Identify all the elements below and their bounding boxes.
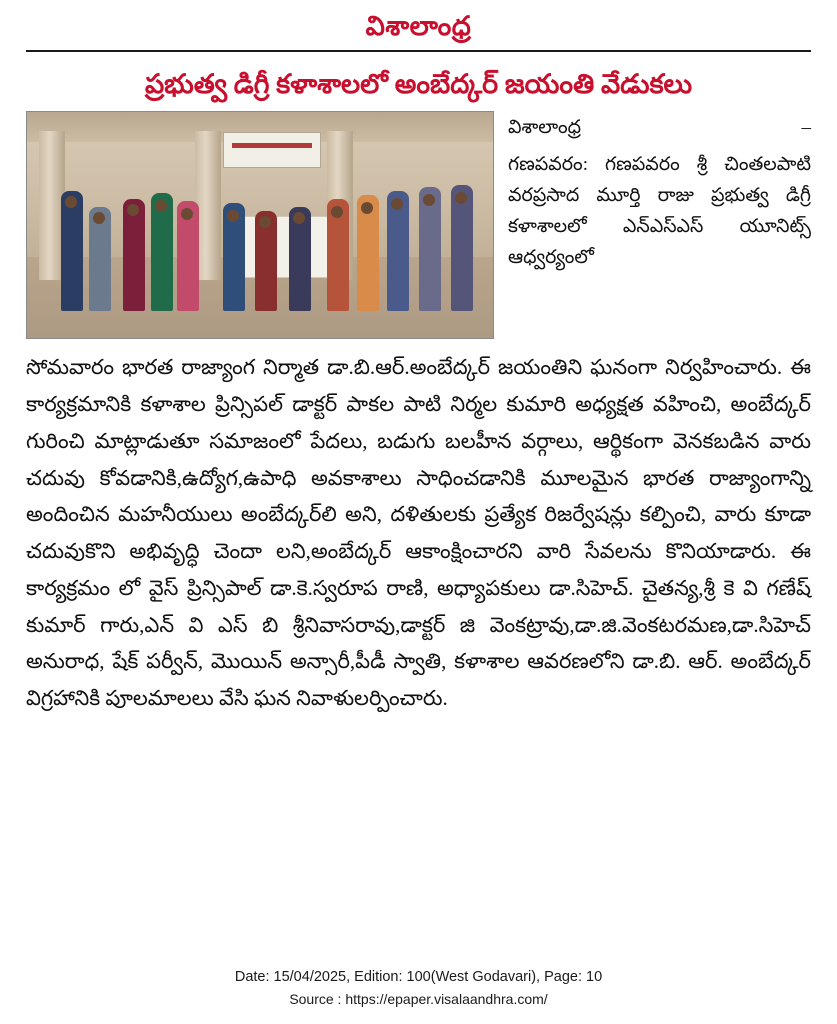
photo-person [419,187,441,311]
byline-source: విశాలాంధ్ర [508,117,581,139]
article-body-paragraph: సోమవారం భారత రాజ్యాంగ నిర్మాత డా.బి.ఆర్.అంబేద్కర్ జయంతిని ఘనంగా నిర్వహించారు. ఈ కార్యక్రమానికి కళాశాల ప్రిన్సిపల్ డాక్టర్ పాకల పాటి నిర్మల కుమారి అధ్యక్షత వహించి, అంబేద్కర్ గురించి మాట్లాడుతూ సమాజంలో పేదలు, బడుగు బలహీన వర్గాలు, ఆర్థికంగా వెనకబడిన వారు చదువు కోవడానికి,ఉద్యోగ,ఉపాధి అవకాశాలు సాధించడానికి మూలమైన భారత రాజ్యాంగాన్ని అందించిన మహనీయులు అంబేద్కర్‌లి అని, దళితులకు ప్రత్యేక రిజర్వేషన్లు కల్పించి, వారు కూడా చదువుకొని అభివృద్ధి చెందా లని,అంబేద్కర్ ఆకాంక్షించారని వారి సేవలను కొనియాడారు. ఈ కార్యక్రమం లో వైస్ ప్రిన్సిపాల్ డా.కె.స్వరూప రాణి, అధ్యాపకులు డా.సిహెచ్. చైతన్య,శ్రీ కె వి గణేష్ కుమార్ గారు,ఎన్ వి ఎస్ బి శ్రీనివాసరావు,డాక్టర్ జి వెంకట్రావు,డా.జి.వెంకటరమణ,డా.సిహెచ్ అనురాధ, షేక్ పర్వీన్, మొయిన్ అన్సారీ,పీడీ స్వాతి, కళాశాల ఆవరణలోని డా.బి. ఆర్. అంబేద్కర్ విగ్రహానికి పూలమాలలు వేసి ఘన నివాళులర్పించారు. [26,355,811,711]
clipping-footer [0,967,837,1010]
article-body [26,349,811,717]
article-photo-wrapper [26,111,494,339]
article-lead-column [508,111,811,273]
photo-table [235,216,329,278]
masthead [26,8,811,54]
photo-person [451,185,473,311]
footer-date-edition: Date: 15/04/2025, Edition: 100(West Godavari), Page: 10 [234,969,603,986]
article-byline [508,113,811,144]
masthead-title: విశాలాంధ్ర [365,11,472,41]
photo-banner [223,132,321,168]
article-lead-text: గణపవరం: గణపవరం శ్రీ చింతలపాటి వరప్రసాద మూర్తి రాజు ప్రభుత్వ డిగ్రీ కళాశాలలో ఎన్‌ఎస్‌ఎస్ యూనిట్స్ ఆధ్వర్యంలో [508,154,811,268]
photo-person [123,199,145,311]
masthead-divider [26,50,811,52]
article-headline: ప్రభుత్వ డిగ్రీ కళాశాలలో అంబేద్కర్ జయంతి వేడుకలు [144,68,693,99]
article-photo [26,111,494,339]
footer-source: Source : https://epaper.visalaandhra.com/ [289,991,548,1007]
photo-person [61,191,83,311]
article-top-block [26,111,811,339]
byline-dash: – [801,117,811,139]
